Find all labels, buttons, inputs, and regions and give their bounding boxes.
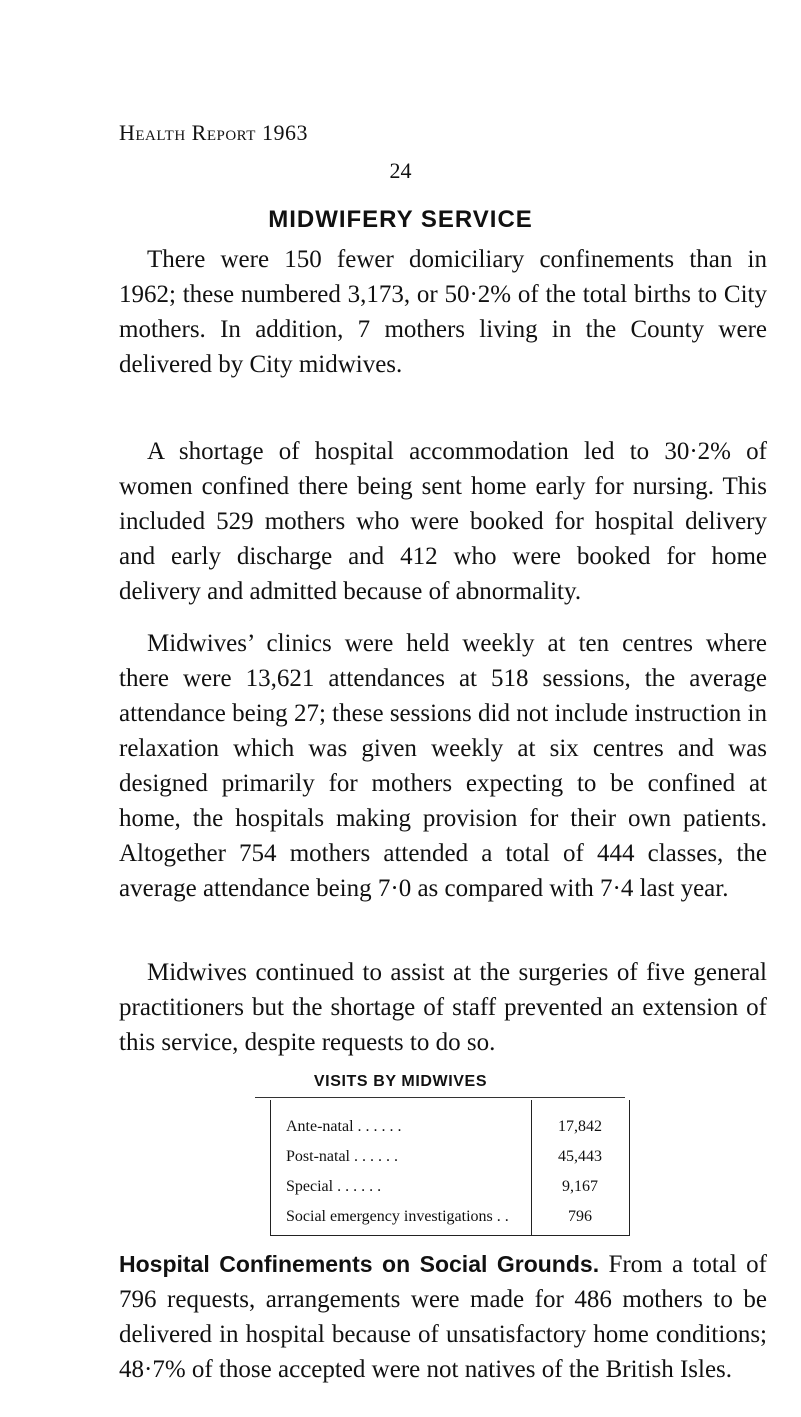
paragraph-domiciliary-confinements: There were 150 fewer domiciliary confinements than in 1962; these numbered 3,173, or 50·2% of the total births to City mothers. In addition, 7 mothers living in the County were delivered by City midwives. [119, 246, 767, 378]
paragraph-hospital-accommodation: A shortage of hospital accommodation led to 30·2% of women confined there being sent home early for nursing. This included 529 mothers who were booked for hospital delivery and early discharge and 412 who were booked for home delivery and admitted because of abnormality. [119, 438, 767, 605]
hospital-confinements-text: From a total of 796 requests, arrangements were made for 486 mothers to be delivered in hospital because of unsatisfactory home conditions; 48·7% of those accepted were not natives of the British Isles. [119, 1251, 767, 1383]
row-label: Special . . . . . . [286, 1178, 382, 1195]
table-row [271, 1208, 629, 1238]
row-value: 9,167 [562, 1178, 598, 1195]
row-label: Ante-natal . . . . . . [286, 1118, 402, 1135]
run-in-heading: Hospital Confinements on Social Grounds. [119, 1251, 600, 1277]
visits-table [270, 1100, 630, 1236]
table-row [271, 1148, 629, 1178]
section-title: MIDWIFERY SERVICE [268, 206, 533, 233]
row-label: Social emergency investigations . . [286, 1208, 509, 1225]
paragraph-general-practitioners: Midwives continued to assist at the surgeries of five general practitioners but the shortage of staff prevented an extension of this service, despite requests to do so. [119, 959, 767, 1056]
running-head: Health Report 1963 [119, 120, 308, 145]
paragraph-hospital-confinements [119, 1247, 767, 1387]
table-title: VISITS BY MIDWIVES [313, 1073, 488, 1090]
row-value: 45,443 [558, 1148, 602, 1165]
table-row [271, 1118, 629, 1148]
row-value: 17,842 [558, 1118, 602, 1135]
row-value: 796 [568, 1208, 592, 1225]
paragraph-midwives-clinics: Midwives’ clinics were held weekly at ten centres where there were 13,621 attendances at 518 sessions, the average attendance being 27; these sessions did not include instruction in relaxation which was given weekly at six centres and was designed primarily for mothers expecting to be confined at home, the hospitals making provision for their own patients. Altogether 754 mothers attended a total of 444 classes, the average attendance being 7·0 as compared with 7·4 last year. [119, 630, 767, 902]
table-top-rule [255, 1097, 625, 1098]
row-label: Post-natal . . . . . . [286, 1148, 398, 1165]
page-number: 24 [389, 158, 412, 183]
table-row [271, 1178, 629, 1208]
